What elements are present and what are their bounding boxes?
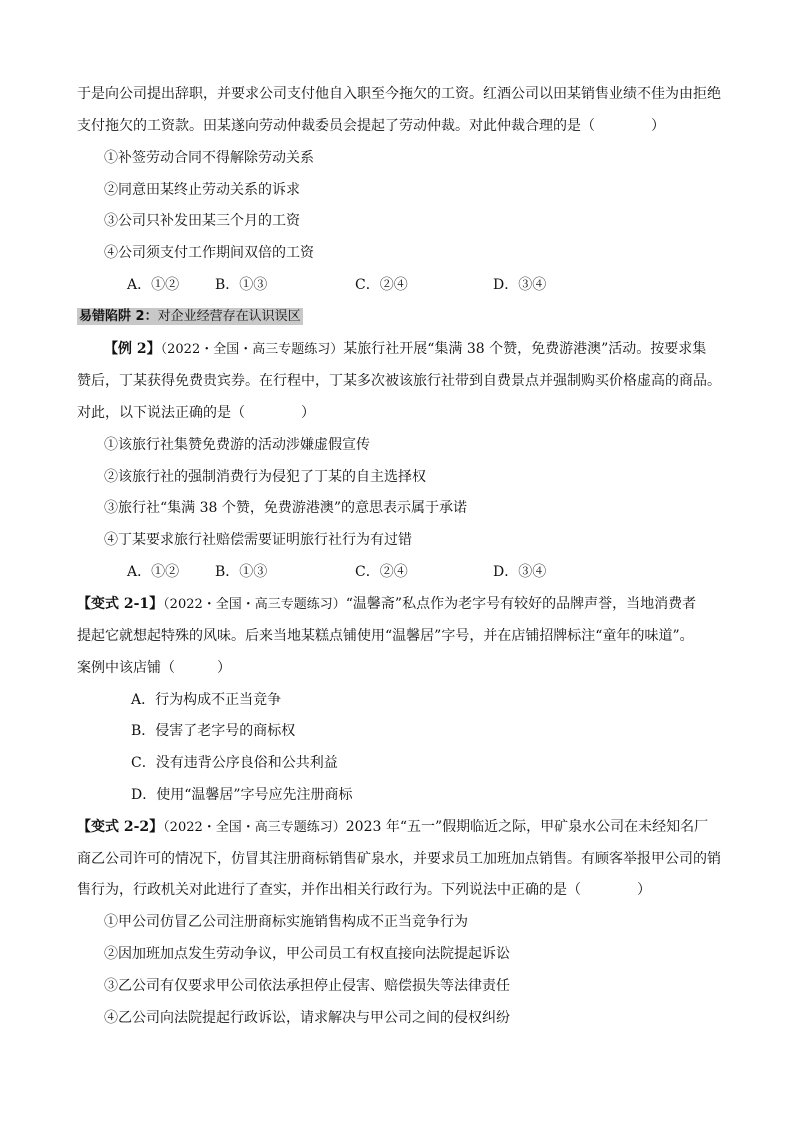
trap-title: 对企业经营存在认识误区 xyxy=(157,309,301,324)
example2-item-2: ②该旅行社的强制消费行为侵犯了丁某的自主选择权 xyxy=(104,469,426,485)
example2-text-1: 某旅行社开展“集满 38 个赞，免费游港澳”活动。按要求集 xyxy=(343,341,707,357)
example2-option-d: D．③④ xyxy=(493,564,547,580)
intro-option-a: A．①② xyxy=(127,277,180,293)
example2-source: （2022・全国・高三专题练习） xyxy=(160,342,344,357)
intro-option-c: C．②④ xyxy=(355,277,408,293)
variant1-option-a: A．行为构成不正当竞争 xyxy=(131,692,282,708)
variant2-text-1: 2023 年“五一”假期临近之际，甲矿泉水公司在未经知名厂 xyxy=(345,819,709,835)
variant2-item-4: ④乙公司向法院提起行政诉讼，请求解决与甲公司之间的侵权纠纷 xyxy=(104,1010,510,1026)
variant2-line-2: 商乙公司许可的情况下，仿冒其注册商标销售矿泉水，并要求员工加班加点销售。有顾客举报甲公司的销 xyxy=(77,851,721,867)
intro-item-1: ①补签劳动合同不得解除劳动关系 xyxy=(104,150,314,166)
intro-line-2: 支付拖欠的工资款。田某遂向劳动仲裁委员会提起了劳动仲裁。对此仲裁合理的是（ ） xyxy=(77,118,665,134)
variant1-option-b: B．侵害了老字号的商标权 xyxy=(131,723,296,739)
trap-heading xyxy=(77,306,303,327)
variant1-text-1: “温馨斋”私点作为老字号有较好的品牌声誉，当地消费者 xyxy=(345,596,697,612)
variant1-line-3: 案例中该店铺（ ） xyxy=(77,660,231,676)
example2-tag: 【例 2】 xyxy=(104,341,161,357)
intro-item-3: ③公司只补发田某三个月的工资 xyxy=(104,213,300,229)
intro-item-4: ④公司须支付工作期间双倍的工资 xyxy=(104,245,314,261)
example2-item-3: ③旅行社“集满 38 个赞，免费游港澳”的意思表示属于承诺 xyxy=(104,500,468,516)
variant2-tag: 【变式 2-2】 xyxy=(77,819,164,835)
variant2-item-2: ②因加班加点发生劳动争议，甲公司员工有权直接向法院提起诉讼 xyxy=(104,946,510,962)
variant2-item-1: ①甲公司仿冒乙公司注册商标实施销售构成不正当竞争行为 xyxy=(104,914,468,930)
variant1-line-2: 提起它就想起特殊的风味。后来当地某糕点铺使用“温馨居”字号，并在店铺招牌标注“童年的味道”。 xyxy=(77,628,694,644)
variant1-tag: 【变式 2-1】 xyxy=(77,596,164,612)
intro-line-1: 于是向公司提出辞职，并要求公司支付他自入职至今拖欠的工资。红酒公司以田某销售业绩不佳为由拒绝 xyxy=(77,86,721,102)
variant2-source: （2022・全国・高三专题练习） xyxy=(163,820,346,835)
example2-item-1: ①该旅行社集赞免费游的活动涉嫌虚假宣传 xyxy=(104,437,370,453)
variant1-line-1 xyxy=(77,594,696,615)
variant1-source: （2022・全国・高三专题练习） xyxy=(163,597,346,612)
example2-option-a: A．①② xyxy=(127,564,180,580)
example2-item-4: ④丁某要求旅行社赔偿需要证明旅行社行为有过错 xyxy=(104,532,412,548)
variant1-option-c: C．没有违背公序良俗和公共利益 xyxy=(131,755,338,771)
trap-label: 易错陷阱 2： xyxy=(79,309,158,324)
variant2-item-3: ③乙公司有仅要求甲公司依法承担停止侵害、赔偿损失等法律责任 xyxy=(104,978,510,994)
intro-option-d: D．③④ xyxy=(493,277,547,293)
variant1-option-d: D．使用“温馨居”字号应先注册商标 xyxy=(131,787,353,803)
example2-option-b: B．①③ xyxy=(215,564,268,580)
example2-line-3: 对此，以下说法正确的是（ ） xyxy=(77,405,315,421)
example2-option-c: C．②④ xyxy=(355,564,408,580)
example2-line-1 xyxy=(104,339,706,360)
example2-line-2: 赞后，丁某获得免费贵宾券。在行程中，丁某多次被该旅行社带到自费景点并强制购买价格虚高的商品。 xyxy=(77,373,721,389)
variant2-line-3: 售行为，行政机关对此进行了查实，并作出相关行政行为。下列说法中正确的是（ ） xyxy=(77,882,651,898)
intro-option-b: B．①③ xyxy=(215,277,268,293)
variant2-line-1 xyxy=(77,817,708,838)
intro-item-2: ②同意田某终止劳动关系的诉求 xyxy=(104,182,300,198)
